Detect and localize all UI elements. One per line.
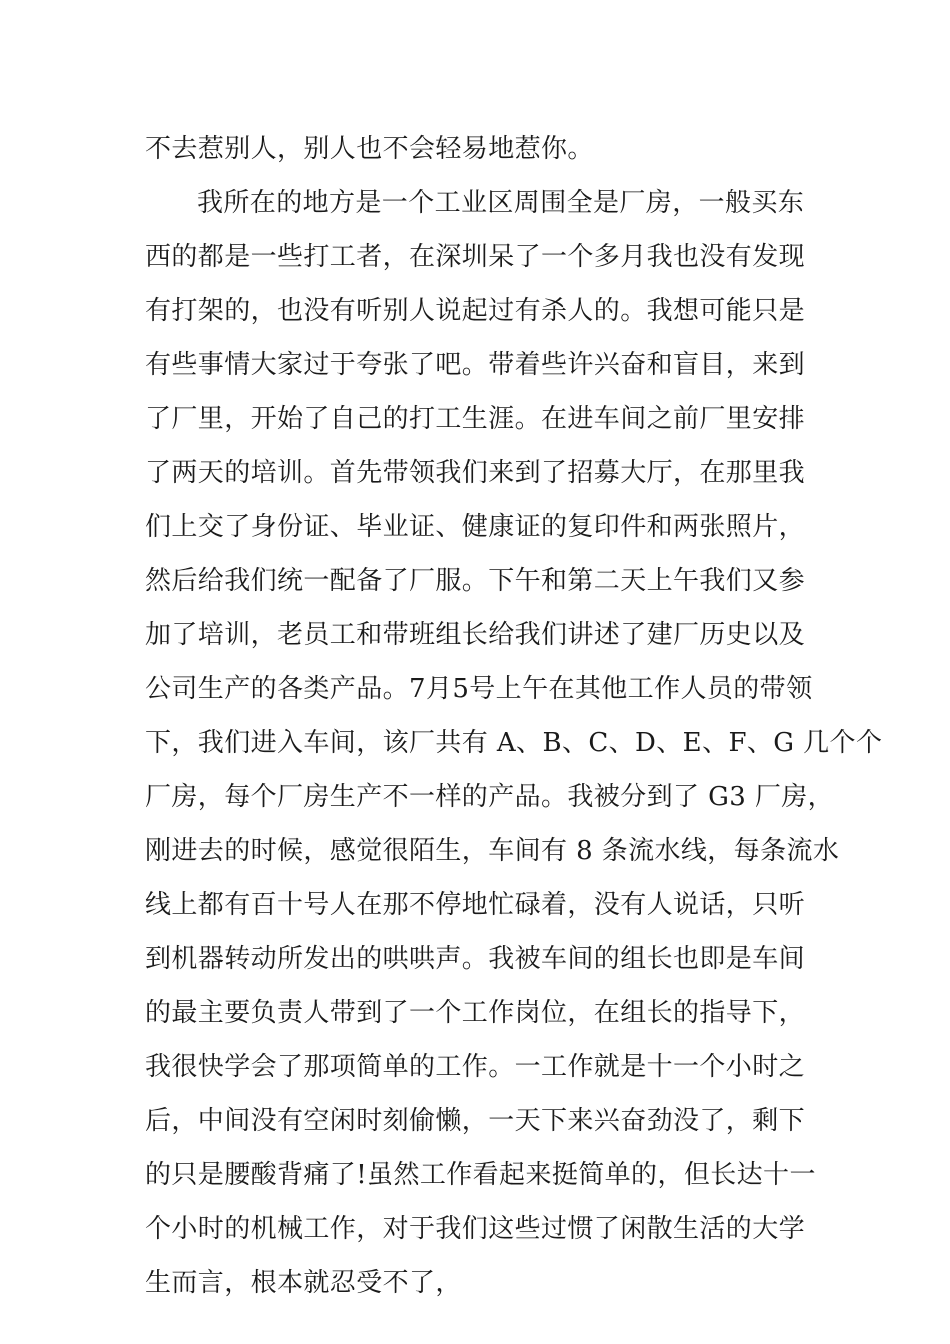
text-line-paragraph-start: 我所在的地方是一个工业区周围全是厂房，一般买东	[197, 188, 805, 218]
text-line: 西的都是一些打工者，在深圳呆了一个多月我也没有发现	[145, 242, 806, 272]
text-line: 公司生产的各类产品。7月5号上午在其他工作人员的带领	[145, 674, 813, 704]
text-line: 到机器转动所发出的哄哄声。我被车间的组长也即是车间	[145, 944, 806, 974]
text-line: 个小时的机械工作，对于我们这些过惯了闲散生活的大学	[145, 1214, 806, 1244]
text-line: 加了培训，老员工和带班组长给我们讲述了建厂历史以及	[145, 620, 806, 650]
document-body	[145, 122, 883, 1310]
text-line: 有些事情大家过于夸张了吧。带着些许兴奋和盲目，来到	[145, 350, 806, 380]
text-line: 了两天的培训。首先带领我们来到了招募大厅，在那里我	[145, 458, 806, 488]
text-line: 厂房，每个厂房生产不一样的产品。我被分到了 G3 厂房，	[145, 782, 835, 812]
text-line: 生而言，根本就忍受不了，	[145, 1268, 462, 1298]
text-line: 的只是腰酸背痛了!虽然工作看起来挺简单的，但长达十一	[145, 1160, 816, 1190]
text-line: 刚进去的时候，感觉很陌生，车间有 8 条流水线，每条流水	[145, 836, 840, 866]
text-line: 有打架的，也没有听别人说起过有杀人的。我想可能只是	[145, 296, 806, 326]
text-line: 我很快学会了那项简单的工作。一工作就是十一个小时之	[145, 1052, 806, 1082]
text-line: 们上交了身份证、毕业证、健康证的复印件和两张照片，	[145, 512, 806, 542]
text-line: 不去惹别人，别人也不会轻易地惹你。	[145, 134, 594, 164]
text-line: 了厂里，开始了自己的打工生涯。在进车间之前厂里安排	[145, 404, 806, 434]
text-line: 然后给我们统一配备了厂服。下午和第二天上午我们又参	[145, 566, 806, 596]
text-line: 的最主要负责人带到了一个工作岗位，在组长的指导下，	[145, 998, 806, 1028]
text-line: 后，中间没有空闲时刻偷懒，一天下来兴奋劲没了，剩下	[145, 1106, 806, 1136]
text-line: 线上都有百十号人在那不停地忙碌着，没有人说话，只听	[145, 890, 806, 920]
text-line: 下，我们进入车间，该厂共有 A、B、C、D、E、F、G 几个个	[145, 728, 883, 758]
